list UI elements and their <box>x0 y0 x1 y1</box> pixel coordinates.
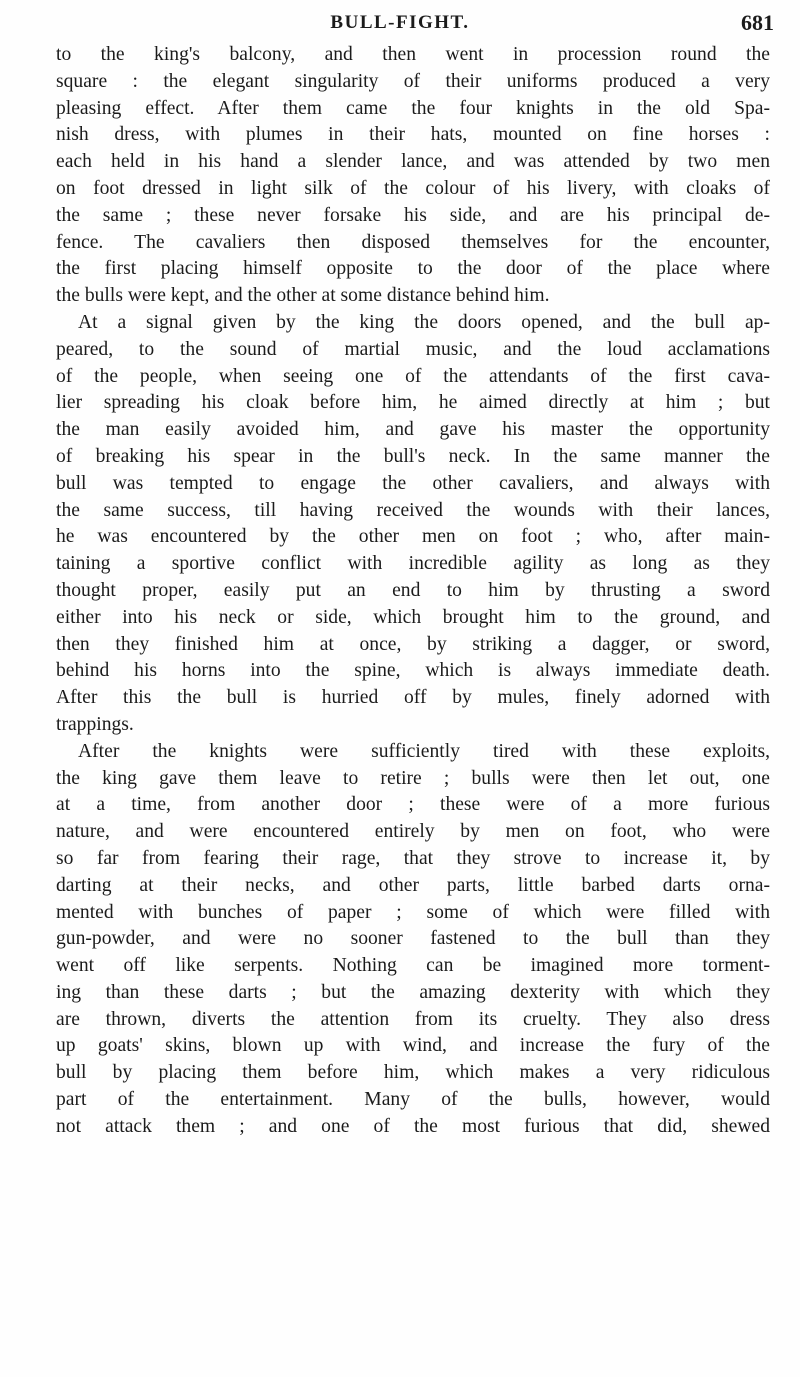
text-line: the man easily avoided him, and gave his master the opportunity <box>56 419 770 441</box>
text-line: went off like serpents. Nothing can be imagined more torment- <box>56 955 770 977</box>
text-line: gun-powder, and were no sooner fastened to the bull than they <box>56 928 770 950</box>
text-line: At a signal given by the king the doors opened, and the bull ap- <box>78 311 770 333</box>
running-title: BULL-FIGHT. <box>330 12 470 33</box>
text-line: nish dress, with plumes in their hats, mounted on fine horses : <box>56 124 770 146</box>
text-line: the same success, till having received the wounds with their lances, <box>56 499 770 521</box>
text-line: of the people, when seeing one of the attendants of the first cava- <box>56 365 770 387</box>
text-line: square : the elegant singularity of their uniforms produced a very <box>56 70 770 92</box>
text-line: taining a sportive conflict with incredible agility as long as they <box>56 553 770 575</box>
text-line: the first placing himself opposite to the door of the place where <box>56 258 770 280</box>
text-line: After the knights were sufficiently tired with these exploits, <box>78 740 770 762</box>
text-line: then they finished him at once, by striking a dagger, or sword, <box>56 633 770 655</box>
page-number: 681 <box>741 10 774 35</box>
text-line: to the king's balcony, and then went in procession round the <box>56 44 770 65</box>
text-line: pleasing effect. After them came the four knights in the old Spa- <box>56 97 770 119</box>
text-line: the king gave them leave to retire ; bulls were then let out, one <box>56 767 770 789</box>
text-line: either into his neck or side, which brought him to the ground, and <box>56 606 770 628</box>
text-line: mented with bunches of paper ; some of which were filled with <box>56 901 770 923</box>
text-line: he was encountered by the other men on foot ; who, after main- <box>56 526 770 548</box>
text-line: the bulls were kept, and the other at some distance behind him. <box>56 285 550 307</box>
text-line: nature, and were encountered entirely by men on foot, who were <box>56 821 770 843</box>
text-line: each held in his hand a slender lance, and was attended by two men <box>56 151 770 173</box>
text-line: thought proper, easily put an end to him by thrusting a sword <box>56 579 770 601</box>
text-line: are thrown, diverts the attention from its cruelty. They also dress <box>56 1008 770 1030</box>
text-line: fence. The cavaliers then disposed themselves for the encounter, <box>56 231 770 253</box>
running-head <box>0 6 800 42</box>
text-line: bull was tempted to engage the other cavaliers, and always with <box>56 472 770 494</box>
text-line: of breaking his spear in the bull's neck. In the same manner the <box>56 445 770 467</box>
body-text <box>56 42 770 1141</box>
text-line: not attack them ; and one of the most furious that did, shewed <box>56 1115 770 1137</box>
text-line: lier spreading his cloak before him, he aimed directly at him ; but <box>56 392 770 414</box>
text-line: the same ; these never forsake his side, and are his principal de- <box>56 204 770 226</box>
text-line: bull by placing them before him, which makes a very ridiculous <box>56 1062 770 1084</box>
text-line: peared, to the sound of martial music, and the loud acclamations <box>56 338 770 360</box>
text-line: darting at their necks, and other parts, little barbed darts orna- <box>56 874 770 896</box>
text-line: so far from fearing their rage, that they strove to increase it, by <box>56 847 770 869</box>
text-line: on foot dressed in light silk of the colour of his livery, with cloaks of <box>56 177 770 199</box>
text-line: behind his horns into the spine, which is always immediate death. <box>56 660 770 682</box>
text-line: part of the entertainment. Many of the bulls, however, would <box>56 1089 770 1111</box>
text-line: After this the bull is hurried off by mules, finely adorned with <box>56 687 770 709</box>
text-line: ing than these darts ; but the amazing dexterity with which they <box>56 981 770 1003</box>
text-line: trappings. <box>56 713 134 735</box>
text-line: up goats' skins, blown up with wind, and increase the fury of the <box>56 1035 770 1057</box>
text-line: at a time, from another door ; these were of a more furious <box>56 794 770 816</box>
